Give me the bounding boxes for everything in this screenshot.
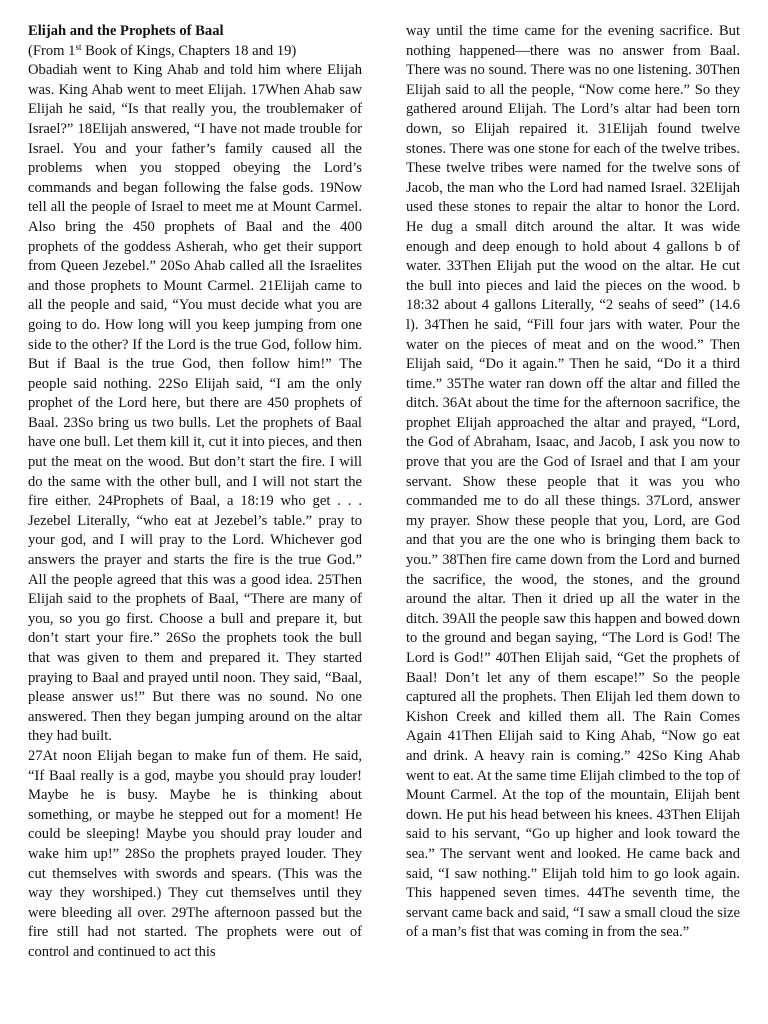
document-subtitle <box>28 42 362 62</box>
left-paragraph-2: 27At noon Elijah began to make fun of them. He said, “If Baal really is a god, maybe you should pray louder! Maybe he is busy. Maybe he is thinking about something, or maybe he stepped out for a moment! He could be sleeping! Maybe you should pray louder and wake him up!” 28So the prophets prayed louder. They cut themselves with swords and spears. (This was the way they worshiped.) They cut themselves until they were bleeding all over. 29The afternoon passed but the fire still had not started. The prophets were out of control and continued to act this <box>28 747 362 960</box>
left-paragraph-1: Obadiah went to King Ahab and told him where Elijah was. King Ahab went to meet Elijah. 17When Ahab saw Elijah he said, “Is that really you, the troublemaker of Israel?” 18Elijah answered, “I have not made trouble for Israel. You and your father’s family caused all the problems when you stopped obeying the Lord’s commands and began following the false gods. 19Now tell all the people of Israel to meet me at Mount Carmel. Also bring the 450 prophets of Baal and the 400 prophets of the goddess Asherah, who get their support from Queen Jezebel.” 20So Ahab called all the Israelites and those prophets to Mount Carmel. 21Elijah came to all the people and said, “You must decide what you are going to do. How long will you keep jumping from one side to the other? If the Lord is the true God, follow him. But if Baal is the true God, then follow him!” The people said nothing. 22So Elijah said, “I am the only prophet of the Lord here, but there are 450 prophets of Baal. 23So bring us two bulls. Let the prophets of Baal have one bull. Let them kill it, cut it into pieces, and then put the meat on the wood. But don’t start the fire. I will do the same with the other bull, and I will not start the fire either. 24Prophets of Baal, a 18:19 who get . . . Jezebel Literally, “who eat at Jezebel’s table.” pray to your god, and I will pray to the Lord. Whichever god answers the prayer and starts the fire is the true God.” All the people agreed that this was a good idea. 25Then Elijah said to the prophets of Baal, “There are many of you, so you go first. Choose a bull and prepare it, but don’t start your fire.” 26So the prophets took the bull that was given to them and prepared it. They started praying to Baal and prayed until noon. They said, “Baal, please answer us!” But there was no sound. No one answered. Then they began jumping around on the altar they had built. <box>28 62 362 745</box>
subtitle-after: Book of Kings, Chapters 18 and 19) <box>81 42 297 59</box>
left-column <box>28 22 362 1002</box>
right-paragraph-1: way until the time came for the evening sacrifice. But nothing happened—there was no answer from Baal. There was no sound. There was no one listening. 30Then Elijah said to all the people, “Now come here.” So they gathered around Elijah. The Lord’s altar had been torn down, so Elijah repaired it. 31Elijah found twelve stones. There was one stone for each of the twelve tribes. These twelve tribes were named for the twelve sons of Jacob, the man who the Lord had named Israel. 32Elijah used these stones to repair the altar to honor the Lord. He dug a small ditch around the altar. It was wide enough and deep enough to hold about 4 gallons b of water. 33Then Elijah put the wood on the altar. He cut the bull into pieces and laid the pieces on the wood. b 18:32 about 4 gallons Literally, “2 seahs of seed” (14.6 l). 34Then he said, “Fill four jars with water. Pour the water on the pieces of meat and on the wood.” Then Elijah said, “Do it again.” Then he said, “Do it a third time.” 35The water ran down off the altar and filled the ditch. 36At about the time for the afternoon sacrifice, the prophet Elijah approached the altar and prayed, “Lord, the God of Abraham, Isaac, and Jacob, I ask you now to prove that you are the God of Israel and that I am your servant. Show these people that it was you who commanded me to do all these things. 37Lord, answer my prayer. Show these people that you, Lord, are God and that you are the one who is bringing them back to you.” 38Then fire came down from the Lord and burned the sacrifice, the wood, the stones, and the ground around the altar. Then it dried up all the water in the ditch. 39All the people saw this happen and bowed down to the ground and began saying, “The Lord is God! The Lord is God!” 40Then Elijah said, “Get the prophets of Baal! Don’t let any of them escape!” So the people captured all the prophets. Then Elijah led them down to Kishon Creek and killed them all. The Rain Comes Again 41Then Elijah said to King Ahab, “Now go eat and drink. A heavy rain is coming.” 42So King Ahab went to eat. At the same time Elijah climbed to the top of Mount Carmel. At the top of the mountain, Elijah bent down. He put his head between his knees. 43Then Elijah said to his servant, “Go up higher and look toward the sea.” The servant went and looked. He came back and said, “I saw nothing.” Elijah told him to go look again. This happened seven times. 44The seventh time, the servant came back and said, “I saw a small cloud the size of a man’s fist that was coming in from the sea.” <box>406 23 740 941</box>
subtitle-before: (From 1 <box>28 42 76 59</box>
subtitle-superscript: st <box>75 41 82 52</box>
document-title: Elijah and the Prophets of Baal <box>28 23 224 39</box>
right-column <box>406 22 740 1002</box>
